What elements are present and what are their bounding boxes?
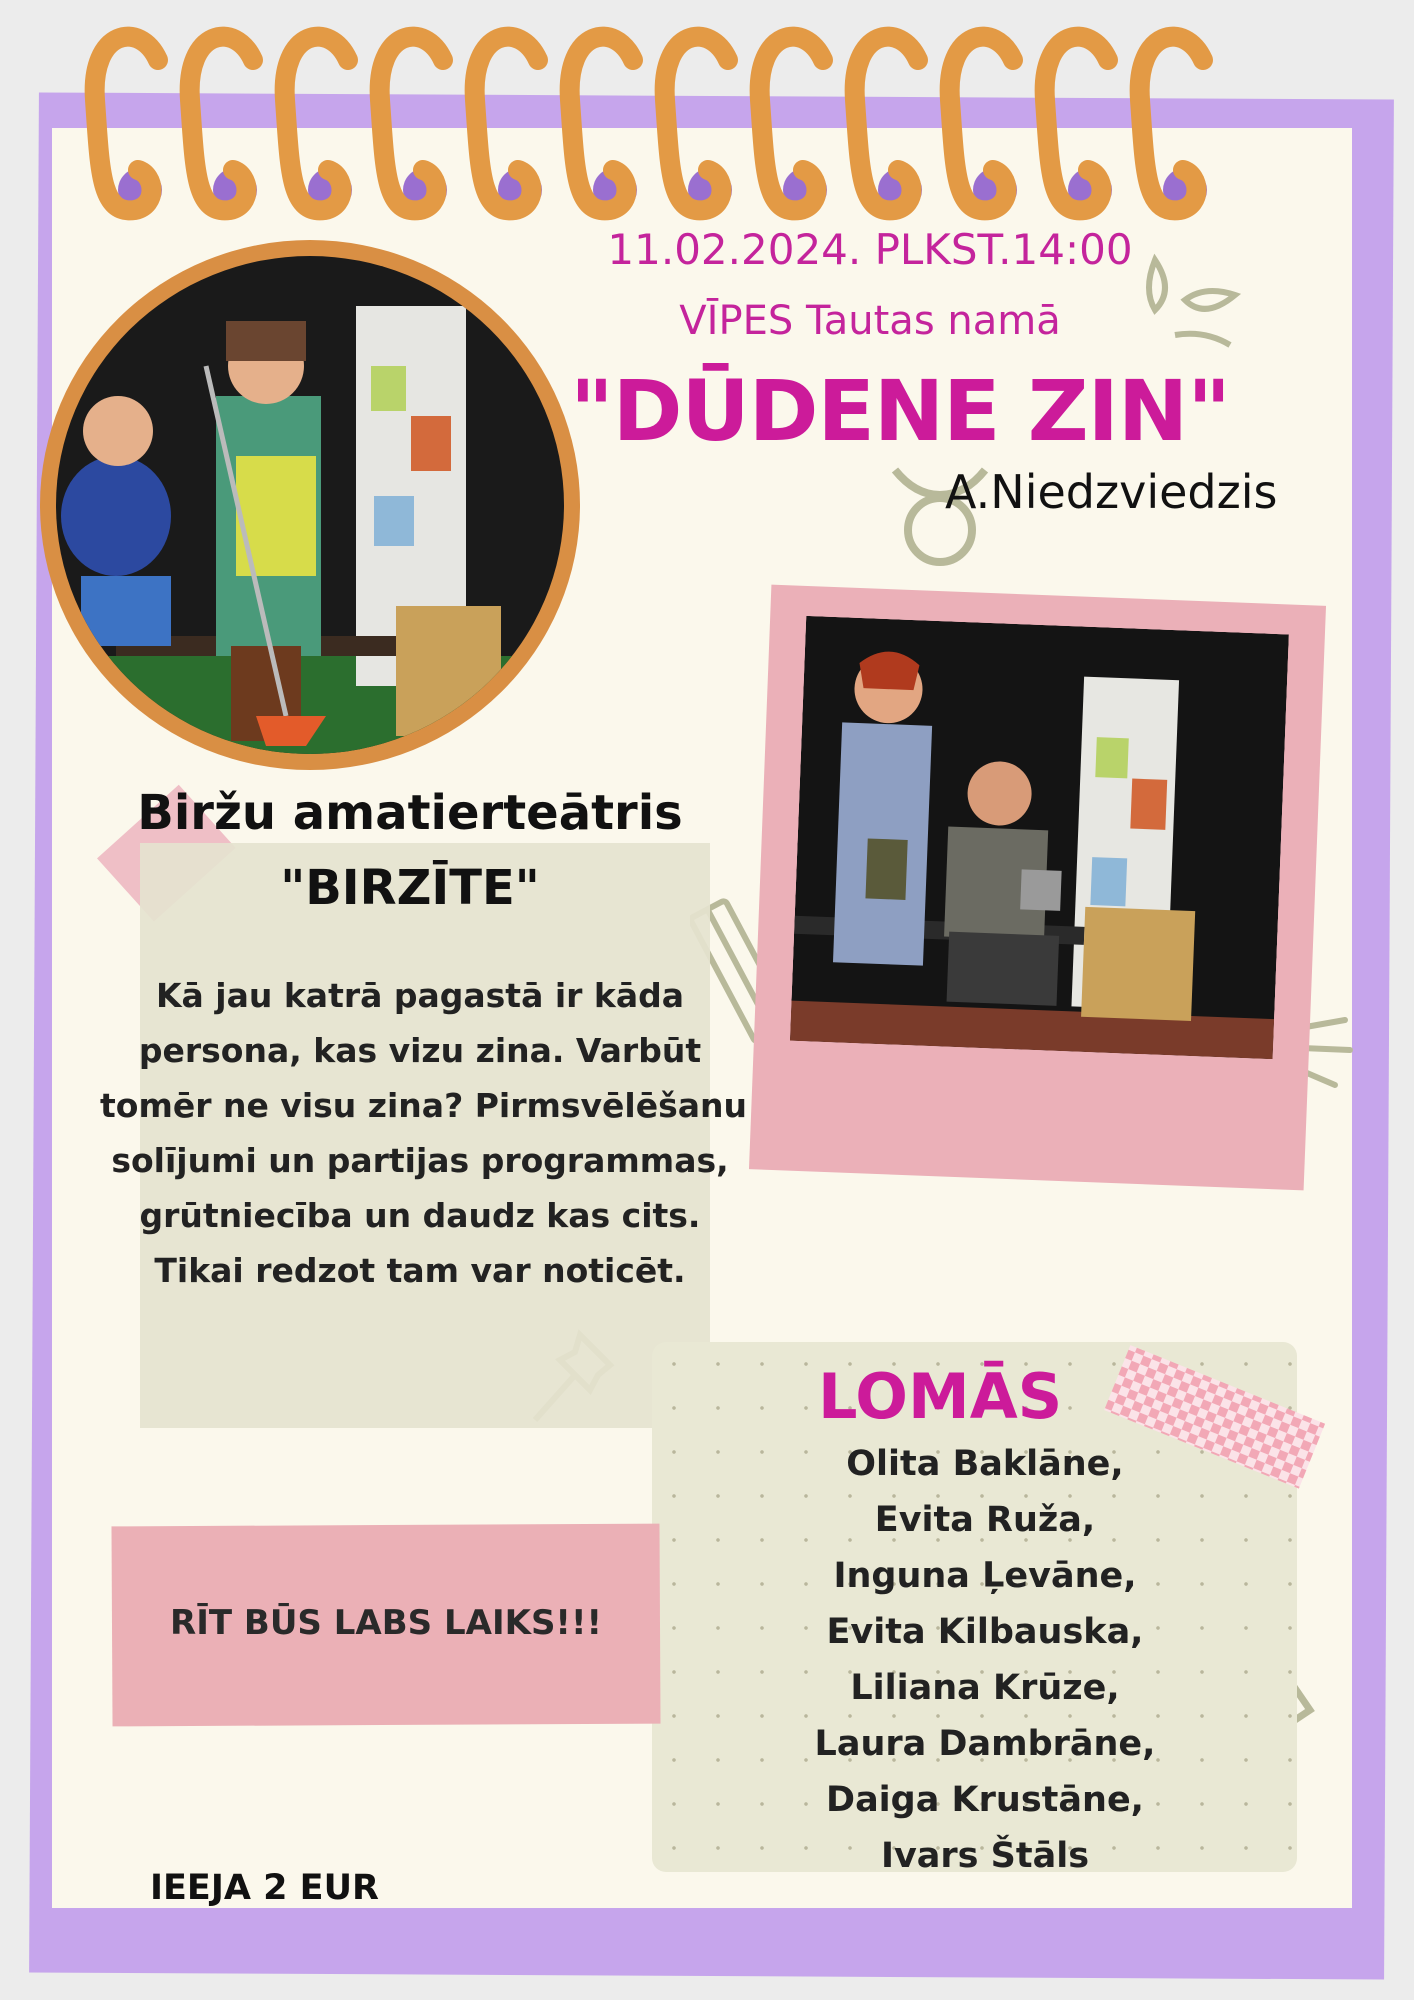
cast-member: Inguna Ļevāne, bbox=[833, 1556, 1137, 1596]
theatre-name: Biržu amatierteātris bbox=[137, 785, 683, 841]
event-date-time: 11.02.2024. PLKST.14:00 bbox=[607, 225, 1133, 274]
spiral-binding-rings bbox=[0, 0, 1414, 240]
theatre-subtitle: "BIRZĪTE" bbox=[280, 860, 540, 916]
description-line: solījumi un partijas programmas, bbox=[111, 1141, 729, 1180]
roles-title: LOMĀS bbox=[818, 1360, 1063, 1433]
cast-member: Liliana Krūze, bbox=[850, 1668, 1120, 1708]
play-description bbox=[100, 968, 747, 1298]
cast-member: Laura Dambrāne, bbox=[814, 1724, 1156, 1764]
cast-member: Daiga Krustāne, bbox=[826, 1780, 1144, 1820]
description-line: persona, kas vizu zina. Varbūt bbox=[138, 1031, 702, 1070]
weather-note: RĪT BŪS LABS LAIKS!!! bbox=[170, 1603, 602, 1643]
polaroid-photo-frame bbox=[749, 585, 1326, 1191]
description-line: grūtniecība un daudz kas cits. bbox=[139, 1196, 701, 1235]
play-author: A.Niedzviedzis bbox=[945, 465, 1278, 519]
stage-photo-couple bbox=[790, 616, 1289, 1059]
description-line: Tikai redzot tam var noticēt. bbox=[154, 1251, 686, 1290]
round-photo-frame bbox=[40, 240, 580, 770]
cast-member: Evita Kilbauska, bbox=[826, 1612, 1144, 1652]
cast-member: Evita Ruža, bbox=[874, 1500, 1096, 1540]
description-line: tomēr ne visu zina? Pirmsvēlēšanu bbox=[100, 1086, 747, 1125]
event-venue: VĪPES Tautas namā bbox=[679, 298, 1061, 344]
cast-member: Olita Baklāne, bbox=[846, 1444, 1124, 1484]
cast-member: Ivars Štāls bbox=[880, 1836, 1090, 1876]
description-line: Kā jau katrā pagastā ir kāda bbox=[155, 976, 685, 1015]
play-title: "DŪDENE ZIN" bbox=[570, 362, 1230, 460]
entry-fee: IEEJA 2 EUR bbox=[150, 1868, 379, 1908]
stage-photo-two-actors bbox=[56, 256, 564, 754]
cast-list bbox=[760, 1436, 1210, 1884]
